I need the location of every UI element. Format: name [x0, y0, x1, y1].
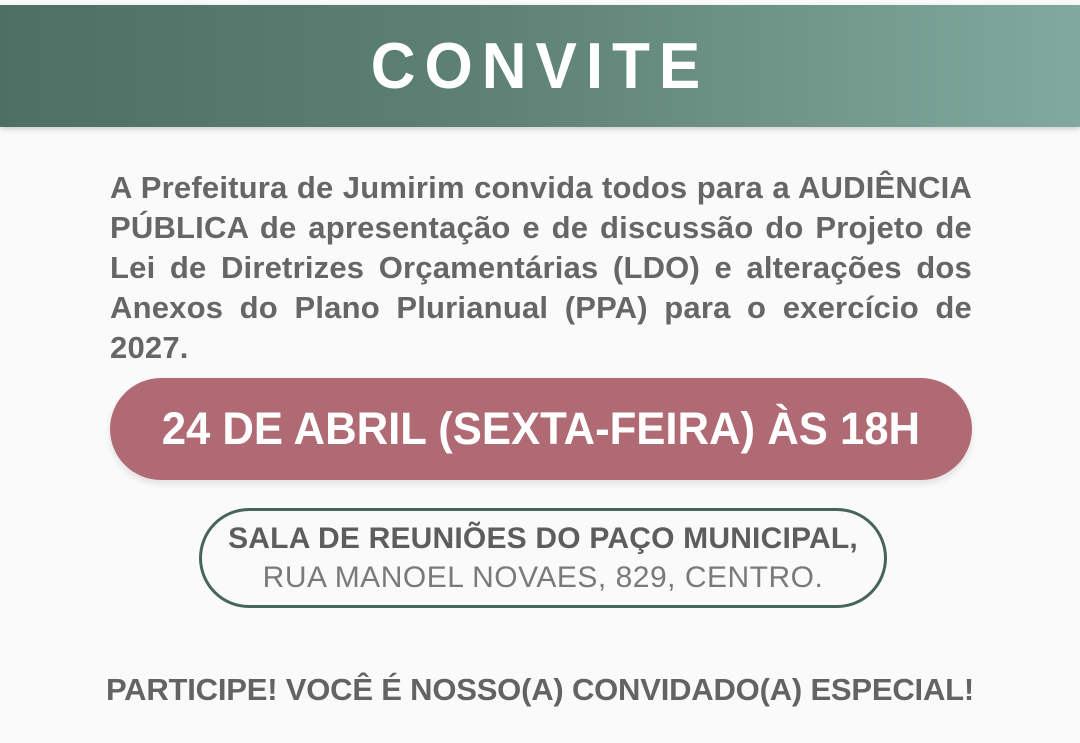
footer-call-to-action: PARTICIPE! VOCÊ É NOSSO(A) CONVIDADO(A) ESPECIAL! — [105, 672, 974, 707]
intro-paragraph: A Prefeitura de Jumirim convida todos para a AUDIÊNCIA PÚBLICA de apresentação e de discussão do Projeto de Lei de Diretrizes Orçamentárias (LDO) e alterações dos Anexos do Plano Plurianual (PPA) para o exercício de 2027. — [110, 170, 972, 365]
date-banner — [110, 378, 972, 480]
page-title: CONVITE — [370, 29, 710, 103]
location-venue: SALA DE REUNIÕES DO PAÇO MUNICIPAL, — [228, 521, 858, 555]
header-band — [0, 5, 1080, 127]
date-banner-label: 24 DE ABRIL (SEXTA-FEIRA) ÀS 18H — [161, 403, 921, 454]
location-address: RUA MANOEL NOVAES, 829, CENTRO. — [262, 560, 824, 594]
location-box — [199, 508, 887, 608]
